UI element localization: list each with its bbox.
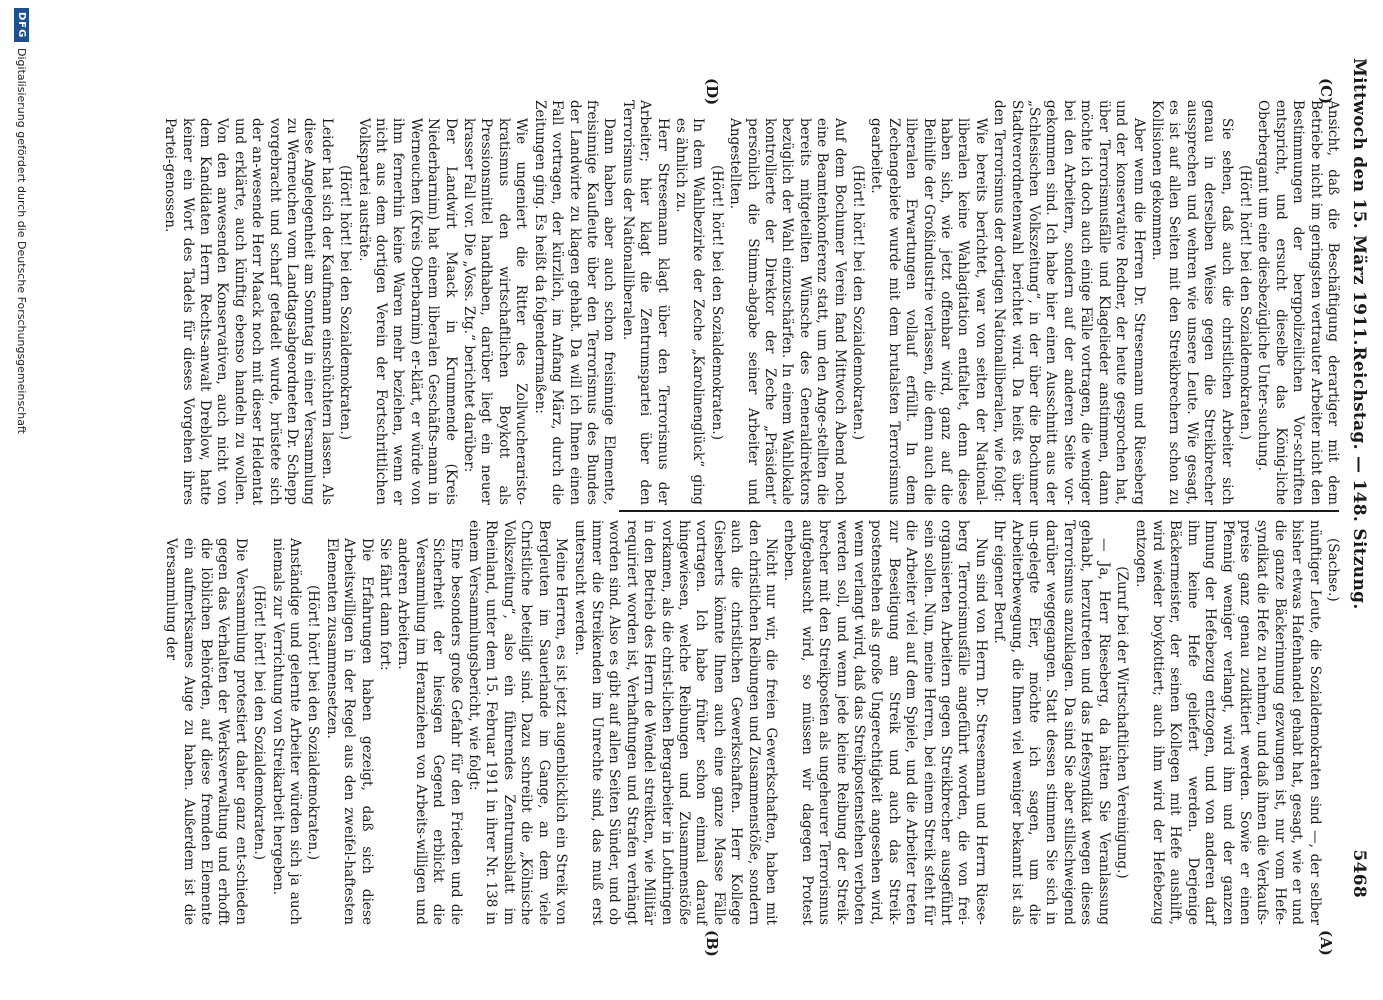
interjection: (Hört! hört! bei den Sozialdemokraten.) [708,164,725,440]
paragraph: Leider hat sich der Kaufmann einschüchtern lassen. Als diese Angelegenheit am Sonntag in einer Versammlung zu Werneuchen vom Landtagsabgeordneten Dr. Schepp vorgebracht und scharf getadelt wurde, brüstete sich der an-wesende Herr Maack noch mit dieser Heldentat und erklärte, auch künftig ebenso handeln zu wollen. Von den anwesenden Konservativen, auch nicht von dem Kandidaten Herrn Rechts-anwalt Dreblow, hatte keiner ein Wort des Tadels für dieses Vorgehen ihres Partei-genossen. [162,118,335,505]
paragraph: Wie bereits berichtet, war von seiten der National-liberalen keine Wahlagitation entfaltet, denn diese haben sich, wie jetzt offenbar wird, ganz auf die Beihilfe der Großindustrie verlassen, die denn auch die liberalen Erwartungen vollauf erfüllt. In dem Zechengebiete wurde mit dem brutalsten Terrorismus gearbeitet. [868,118,989,505]
paragraph: Wie ungeniert die Ritter des Zollwucheraristo-kratismus den wirtschaftlichen Boykott als Pressionsmittel handhaben, darüber liegt ein neuer krasser Fall vor. Die „Voss. Ztg.“ berichtet darüber: [461,118,530,505]
paragraph: Dann haben aber auch schon freisinnige Elemente, freisinnige Kaufleute über den Terrorismus des Bundes der Landwirte zu klagen gehabt. Da will ich Ihnen einen Fall vortragen, der kürzlich, im Anfang März, durch die Zeitungen ging. Es heißt da folgendermaßen: [531,100,618,505]
header-session: Reichstag. — 148. Sitzung. [1349,346,1369,610]
funding-note: Digitalisierung gefördert durch die Deutsche Forschungsgemeinschaft [15,48,28,434]
paragraph: Sie fährt dann fort: [377,538,394,671]
digitization-footer [5,0,33,1000]
paragraph: Eine besonders große Gefahr für den Frieden und die Sicherheit der hiesigen Gegend erblickt die Versammlung im Heranziehen von Arbeits-willigen und anderen Arbeitern. [395,538,464,925]
margin-marker-a: (A) [1317,930,1335,956]
page-number: 5468 [1349,849,1369,898]
paragraph: Die Versammlung protestiert daher ganz ent-schieden gegen das Verhalten der Werksverwaltung und erhofft die löblichen Behörden, auf diese fremden Elemente ein aufmerksames Auge zu haben. Außerdem ist die Versammlung der [163,538,249,925]
paragraph: Aber wenn die Herren Dr. Stresemann und Rieseberg und der konservative Redner, der heute gesprochen hat, über Terrorismusfälle und Klagelieder anstimmen, dann möchte ich doch auch einige Fälle vortragen, die weniger bei den Arbeitern, sondern auf der anderen Seite vor-gekommen sind. Ich habe hier einen Ausschnitt aus der „Schlesischen Volkszeitung“, in der über die Bochumer Stadtverordnetenwahl berichtet wird. Da heißt es über den Terrorismus der dortigen Nationalliberalen, wie folgt: [991,100,1147,505]
margin-marker-c: (C) [1317,78,1335,105]
margin-marker-d: (D) [703,78,721,106]
paragraph: Nicht nur wir, die freien Gewerkschaften, haben mit den christlichen Reibungen und Zusammenstöße, sondern auch die christlichen Gewerkschaften. Herr Kollege Giesberts könnte Ihnen auch eine ganze Masse Fälle vortragen. Ich habe früher schon einmal darauf hingewiesen, welche Reibungen und Zusammenstöße vorkamen, als die christ-lichen Bergarbeiter in Lothringen in den Betrieb des Herrn de Wendel streikten, wie Militär requiriert worden ist, Verhaftungen und Strafen verhängt worden sind. Also es gibt auf allen Seiten Sünder, und ob immer die Streikenden im Unrechte sind, das muß erst untersucht werden. [571,520,779,925]
interjection: (Hört! hört! bei den Sozialdemokraten.) [850,164,867,440]
interjection: (Hört! hört! bei den Sozialdemokraten.) [305,584,322,860]
paragraph: Sie sehen, daß auch die christlichen Arbeiter sich genau in derselben Weise gegen die Streikbrecher aussprechen und wehren wie unsere Leute. Wie gesagt, es ist auf allen Seiten mit den Streikbrechern schon zu Kollisionen gekommen. [1148,100,1235,505]
page-header [1341,58,1375,898]
paragraph: Meine Herren, es ist jetzt augenblicklich ein Streik von Bergleuten im Sauerlande im Gange, an dem viele Christliche beteiligt sind. Dazu schreibt die „Kölnische Volkszeitung“, also ein führendes Zentrumsblatt im Rheinland, unter dem 15. Februar 1911 in ihrer Nr. 138 in einem Versammlungsbericht, wie folgt: [466,520,570,925]
interjection: (Hört! hört! bei den Sozialdemokraten.) [1236,164,1253,440]
interjection: (Hört! hört! bei den Sozialdemokraten.) [337,164,354,440]
paragraph: Auf dem Bochumer Verein fand Mittwoch Abend noch eine Beamtenkonferenz statt, um den Ange-stellten die bereits mitgeteilten Wünsche des Generaldirektors bezüglich der Wahl einzuschärfen. In einem Wahllokale kontrollierte der Direktor der Zeche „Präsident“ persönlich die Stimm-abgabe seiner Arbeiter und Angestellten. [727,118,848,505]
text-column-left [160,100,1341,505]
text-column-right [161,520,1341,925]
paragraph: (Sachse.) [1325,538,1341,602]
interjection: (Zuruf bei der Wirtschaftlichen Vereinigung.) [1114,566,1131,879]
interjection: (Hört! hört! bei den Sozialdemokraten.) [251,584,268,860]
paragraph: — Ja, Herr Rieseberg, da hätten Sie Veranlassung gehabt, herzutreten und das Hefesyndikat wegen dieses Terrorismus anzuklagen. Da sind Sie aber stillschweigend darüber weggegangen. Statt dessen stimmen Sie sich in un-gelegte Eier, möchte ich sagen, um die Arbeiterbewegung, die Ihnen viel weniger bekannt ist als Ihr eigener Beruf. [991,520,1112,925]
header-date: Mittwoch den 15. März 1911. [1349,58,1369,346]
paragraph: Nun sind von Herrn Dr. Stresemann und Herrn Riese-berg Terrorismusfälle angeführt worden, die von frei-organisierten Arbeitern gegen Streikbrecher ausgeführt sein sollen. Nun, meine Herren, bei einem Streik steht für die Arbeiter viel auf dem Spiele, und die Arbeiter treten zur Beseitigung am Streik und auch das Streik-postenstehen als große Ungerechtigkeit angesehen wird, wenn verlangt wird, daß das Streikpostenstehen verboten werden soll, und wenn jede kleine Reibung der Streik-brecher mit den Streikposten als ungeheurer Terrorismus aufgebauscht wird, so müssen wir dagegen Protest erheben. [781,520,989,925]
paragraph: nünftiger Leute, die Sozialdemokraten sind —, der selber bisher etwas Hafenhandel gehabt hat, gesagt, wie er und die ganze Bäckerinnung gezwungen ist, nur vom Hefe-syndikat die Hefe zu nehmen, und daß ihnen die Verkaufs-preise ganz genau zudiktiert werden. Sowie er einen Pfennig weniger verlangt, wird ihm und der ganzen Innung der Hefebezug entzogen, und von anderen darf ihm keine Hefe geliefert werden. Derjenige Bäckermeister, der seinen Kollegen mit Hefe aushilft, wird wieder boykottiert; auch ihm wird der Hefebezug entzogen. [1132,520,1323,925]
paragraph: Herr Stresemann klagt über den Terrorismus der Arbeiter; hier klagt die Zentrumspartei über den Terrorismus der Nationalliberalen. [619,100,671,505]
paragraph: In dem Wahlbezirke der Zeche „Karolinenglück“ ging es ähnlich zu. [672,118,707,505]
column-divider [619,510,1339,512]
dfg-logo: DFG [14,8,29,42]
paragraph: Der Landwirt Maack in Krummende (Kreis Niederbarnim) hat einem liberalen Geschäfts-mann in Werneuchen (Kreis Oberbarnim) er-klärt, er würde von ihm fernerhin keine Waren mehr beziehen, wenn er nicht aus dem dortigen Verein der Fortschrittlichen Volkspartei austräte. [355,118,459,505]
margin-marker-b: (B) [703,930,721,957]
paragraph: Ansicht, daß die Beschäftigung derartiger mit dem Betriebe nicht im geringsten vertrauter Arbeiter nicht den Bestimmungen der bergpolizeilichen Vor-schriften entspricht, und ersucht dieselbe das König-liche Oberbergamt um eine diesbezügliche Unter-suchung. [1255,100,1341,505]
paragraph: Die Erfahrungen haben gezeigt, daß sich diese Arbeitswilligen in der Regel aus den zweifel-haftesten Elementen zusammensetzen. [323,538,375,925]
paragraph: Anständige und gelernte Arbeiter würden sich ja auch niemals zur Verrichtung von Streikarbeit hergeben. [269,538,304,925]
